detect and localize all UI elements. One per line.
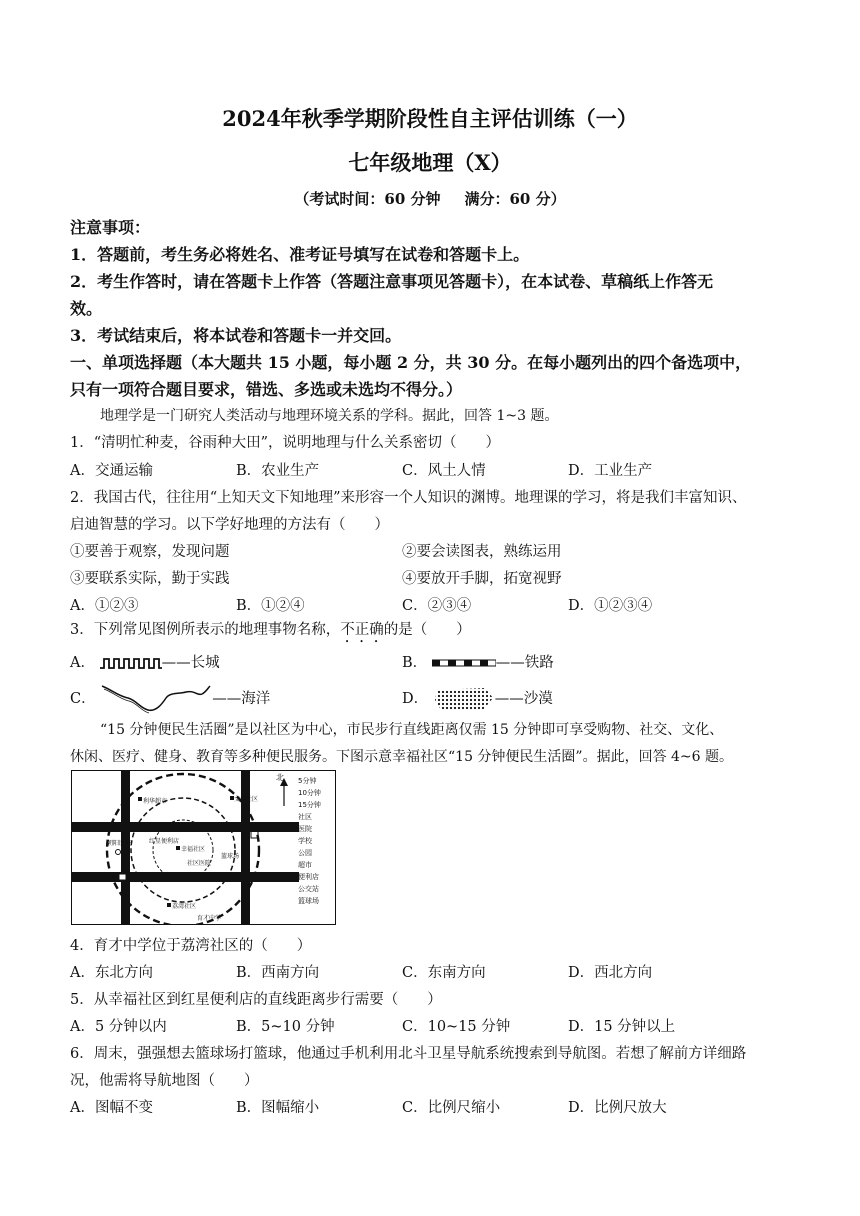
railway-symbol-icon xyxy=(432,658,496,668)
map-label-lanqiu: 篮球场 xyxy=(221,853,240,860)
q3-option-b-text: ——铁路 xyxy=(495,655,554,671)
q5-option-a[interactable]: A．5 分钟以内 xyxy=(70,1019,167,1035)
exam-subtitle: 七年级地理（X） xyxy=(348,150,512,175)
q1-option-b[interactable]: B．农业生产 xyxy=(236,463,320,479)
bus-stop-marker-icon xyxy=(119,874,126,880)
q3-option-c-text: ——海洋 xyxy=(212,691,271,707)
legend-10min: 10分钟 xyxy=(298,789,321,797)
q2-option-c[interactable]: C．②③④ xyxy=(402,598,472,614)
desert-symbol-icon xyxy=(433,686,495,712)
map-label-liwan: 荔湾社区 xyxy=(172,903,197,910)
q4-option-d[interactable]: D．西北方向 xyxy=(568,965,653,981)
q2-option-d[interactable]: D．①②③④ xyxy=(568,598,653,614)
q1-option-d[interactable]: D．工业生产 xyxy=(568,463,653,479)
q2-statement-3: ③要联系实际，勤于实践 xyxy=(70,571,230,587)
map-label-shiyan: 实验小学 xyxy=(161,873,186,880)
q2-statement-1: ①要善于观察，发现问题 xyxy=(70,544,230,560)
q3-option-d[interactable] xyxy=(402,686,553,712)
supermarket-marker-icon xyxy=(138,797,142,801)
q3-stem xyxy=(70,618,471,646)
notice-item-2: 2．考生作答时，请在答题卡上作答（答题注意事项见答题卡），在本试卷、草稿纸上作答无 xyxy=(70,272,714,291)
q3-stem-pre: 3．下列常见图例所表示的地理事物名称， xyxy=(70,622,341,638)
q5-option-d[interactable]: D．15 分钟以上 xyxy=(568,1019,676,1035)
map-north-label: 北 xyxy=(276,773,284,782)
legend-supermarket: 超市 xyxy=(298,861,312,869)
exam-score: 满分：60 分） xyxy=(464,190,566,208)
legend-school: 学校 xyxy=(298,837,312,845)
map-label-wenhua: 文华社区 xyxy=(234,796,259,803)
legend-bus-stop: 公交站 xyxy=(298,885,319,893)
map-label-chaoyang: 朝阳医院 xyxy=(107,840,132,847)
q2-stem-cont: 启迪智慧的学习。以下学好地理的方法有（ ） xyxy=(70,517,389,533)
q2-option-a[interactable]: A．①②③ xyxy=(70,598,139,614)
q1-option-c[interactable]: C．风土人情 xyxy=(402,463,486,479)
map-label-lihua: 利华超市 xyxy=(143,798,168,805)
q6-stem: 6．周末，强强想去篮球场打篮球，他通过手机利用北斗卫星导航系统搜索到导航图。若想了解前方详细路 xyxy=(70,1046,747,1062)
map-label-hongxing: 红星便利店 xyxy=(149,838,180,845)
community-marker-icon xyxy=(176,846,180,850)
community-marker-icon xyxy=(230,796,234,800)
exam-info xyxy=(0,188,860,209)
q6-stem-cont: 况，他需将导航地图（ ） xyxy=(70,1073,259,1089)
legend-hospital: 医院 xyxy=(298,825,312,833)
q3-option-a-letter: A． xyxy=(70,655,95,671)
community-marker-icon xyxy=(167,903,171,907)
q2-option-b[interactable]: B．①②④ xyxy=(236,598,305,614)
q3-stem-post: 的是（ ） xyxy=(383,622,471,638)
q3-option-b-letter: B． xyxy=(402,655,428,671)
section-heading-cont: 只有一项符合题目要求，错选、多选或未选均不得分。） xyxy=(70,380,463,399)
notice-heading: 注意事项： xyxy=(70,218,151,237)
q6-option-b[interactable]: B．图幅缩小 xyxy=(236,1100,320,1116)
map-label-xingfu: 幸福社区 xyxy=(181,846,206,853)
notice-item-3: 3．考试结束后，将本试卷和答题卡一并交回。 xyxy=(70,326,402,345)
legend-5min: 5分钟 xyxy=(298,777,317,785)
legend-community: 社区 xyxy=(298,813,312,821)
q3-option-a-text: ——长城 xyxy=(161,655,220,671)
q4-option-c[interactable]: C．东南方向 xyxy=(402,965,486,981)
map-label-shequ: 社区医院 xyxy=(187,860,212,867)
great-wall-symbol-icon xyxy=(100,656,162,670)
map-label-yucai: 育才中学 xyxy=(197,915,222,922)
map-legend xyxy=(298,775,321,907)
legend-convenience: 便利店 xyxy=(298,873,319,881)
q3-option-d-letter: D． xyxy=(402,691,429,707)
q3-option-c-letter: C． xyxy=(70,691,96,707)
q2-stem: 2．我国古代，往往用“上知天文下知地理”来形容一个人知识的渊博。地理课的学习，将是我们丰富知识、 xyxy=(70,490,747,506)
q3-stem-emphasis: 不正确 xyxy=(340,622,384,638)
q3-option-a[interactable] xyxy=(70,651,220,672)
q1-option-a[interactable]: A．交通运输 xyxy=(70,463,153,479)
q4-option-a[interactable]: A．东北方向 xyxy=(70,965,153,981)
q3-option-c[interactable] xyxy=(70,682,270,716)
section-heading: 一、单项选择题（本大题共 15 小题，每小题 2 分，共 30 分。在每小题列出的四个备选项中， xyxy=(70,353,752,372)
q3-option-b[interactable] xyxy=(402,651,554,672)
q5-option-c[interactable]: C．10~15 分钟 xyxy=(402,1019,511,1035)
intro-2: “15 分钟便民生活圈”是以社区为中心，市民步行直线距离仅需 15 分钟即可享受购物、社交、文化、 xyxy=(100,722,724,738)
community-map xyxy=(71,770,336,925)
exam-time: （考试时间：60 分钟 xyxy=(294,190,441,208)
q2-statement-2: ②要会读图表，熟练运用 xyxy=(402,544,562,560)
q4-stem: 4．育才中学位于荔湾社区的（ ） xyxy=(70,938,312,954)
q1-stem: 1．“清明忙种麦，谷雨种大田”，说明地理与什么关系密切（ ） xyxy=(70,435,501,451)
q6-option-c[interactable]: C．比例尺缩小 xyxy=(402,1100,501,1116)
q3-option-d-text: ——沙漠 xyxy=(494,691,553,707)
legend-15min: 15分钟 xyxy=(298,801,321,809)
notice-item-2-cont: 效。 xyxy=(70,299,103,318)
q5-option-b[interactable]: B．5~10 分钟 xyxy=(236,1019,335,1035)
legend-basketball: 篮球场 xyxy=(298,897,319,905)
q2-statement-4: ④要放开手脚，拓宽视野 xyxy=(402,571,562,587)
exam-title: 2024年秋季学期阶段性自主评估训练（一） xyxy=(222,106,638,131)
notice-item-1: 1．答题前，考生务必将姓名、准考证号填写在试卷和答题卡上。 xyxy=(70,245,530,264)
sea-coastline-symbol-icon xyxy=(100,682,212,716)
legend-park: 公园 xyxy=(298,849,312,857)
q6-option-a[interactable]: A．图幅不变 xyxy=(70,1100,153,1116)
q5-stem: 5．从幸福社区到红星便利店的直线距离步行需要（ ） xyxy=(70,992,442,1008)
q6-option-d[interactable]: D．比例尺放大 xyxy=(568,1100,667,1116)
q4-option-b[interactable]: B．西南方向 xyxy=(236,965,320,981)
intro-1: 地理学是一门研究人类活动与地理环境关系的学科。据此，回答 1~3 题。 xyxy=(100,408,559,424)
intro-2-cont: 休闲、医疗、健身、教育等多种便民服务。下图示意幸福社区“15 分钟便民生活圈”。据此，回答 4~6 题。 xyxy=(70,749,734,765)
